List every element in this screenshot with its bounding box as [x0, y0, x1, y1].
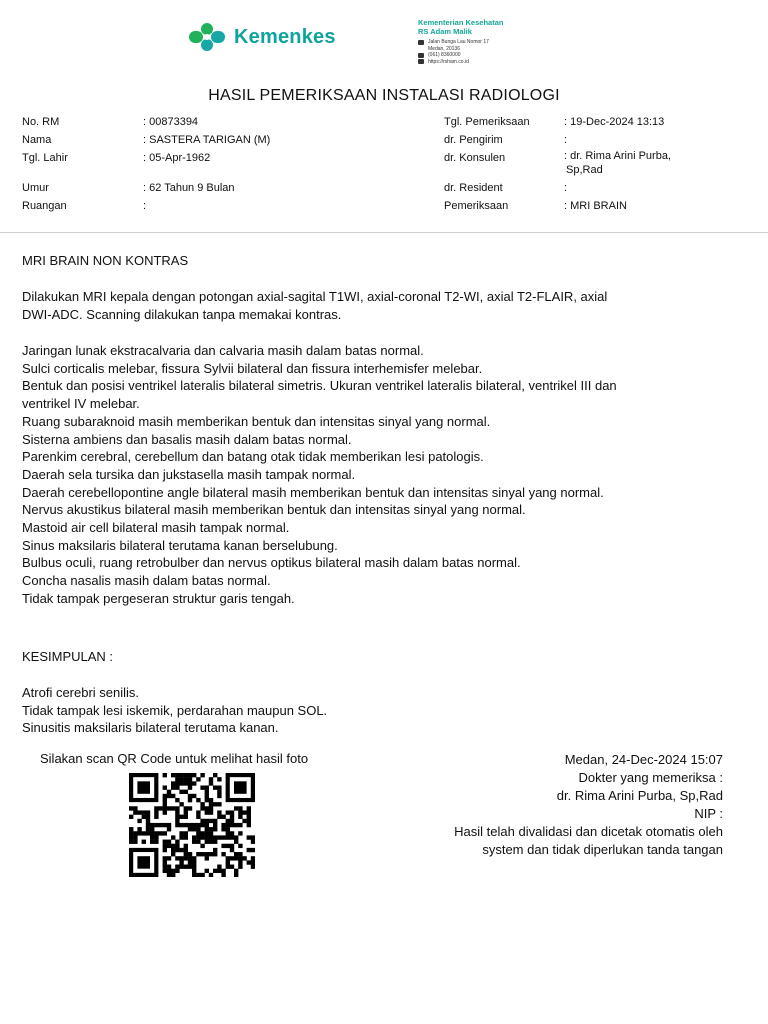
conclusion-line: Tidak tampak lesi iskemik, perdarahan maupun SOL.: [22, 702, 328, 718]
qr-code-icon: [129, 773, 255, 877]
tgl-lahir-value: : 05-Apr-1962: [143, 152, 211, 164]
pemeriksaan-label: Pemeriksaan: [444, 200, 509, 212]
pengirim-value: :: [564, 134, 568, 146]
konsulen-value-line2: Sp,Rad: [566, 164, 603, 176]
finding-line: Nervus akustikus bilateral masih memberikan bentuk dan intensitas sinyal yang normal.: [22, 502, 526, 518]
phone-number: (061) 8360000: [428, 52, 461, 58]
finding-line: Sisterna ambiens dan basalis masih dalam batas normal.: [22, 431, 352, 447]
conclusion-line: Sinusitis maksilaris bilateral terutama kanan.: [22, 720, 279, 736]
address-line2: Medan, 20136: [428, 45, 460, 52]
no-rm-value: : 00873394: [143, 116, 199, 128]
section-divider: [0, 232, 768, 233]
tgl-pemeriksaan-value: : 19-Dec-2024 13:13: [564, 116, 665, 128]
brand-name: Kemenkes: [234, 25, 336, 48]
technique-paragraph: [22, 288, 742, 323]
technique-line: Dilakukan MRI kepala dengan potongan axial-sagital T1WI, axial-coronal T2-WI, axial T2-FLAIR, axial: [22, 289, 608, 304]
finding-line: Ruang subaraknoid masih memberikan bentuk dan intensitas sinyal yang normal.: [22, 413, 491, 429]
technique-line: DWI-ADC. Scanning dilakukan tanpa memakai kontras.: [22, 306, 342, 322]
phone-icon: [418, 53, 424, 58]
website-url: https://rsham.co.id: [428, 58, 469, 65]
finding-line: Daerah sela tursika dan jukstasella masih tampak normal.: [22, 466, 356, 482]
conclusion-heading: KESIMPULAN :: [22, 649, 114, 664]
ruangan-label: Ruangan: [22, 200, 67, 212]
konsulen-value-line1: : dr. Rima Arini Purba,: [564, 150, 671, 162]
umur-value: : 62 Tahun 9 Bulan: [143, 182, 235, 194]
resident-label: dr. Resident: [444, 182, 503, 194]
ministry-name: Kementerian Kesehatan: [418, 18, 504, 27]
kemenkes-emblem-icon: [188, 22, 226, 52]
finding-line: Jaringan lunak ekstracalvaria dan calvaria masih dalam batas normal.: [22, 343, 424, 358]
examiner-label: Dokter yang memeriksa :: [578, 770, 723, 785]
globe-icon: [418, 59, 424, 64]
konsulen-label: dr. Konsulen: [444, 152, 506, 164]
tgl-lahir-label: Tgl. Lahir: [22, 152, 68, 164]
nama-value: : SASTERA TARIGAN (M): [143, 134, 271, 146]
no-rm-label: No. RM: [22, 116, 60, 128]
nama-label: Nama: [22, 134, 52, 146]
finding-line: ventrikel IV melebar.: [22, 396, 140, 412]
hospital-name: RS Adam Malik: [418, 27, 472, 36]
hospital-info: [418, 18, 568, 65]
conclusion-line: Atrofi cerebri senilis.: [22, 685, 140, 700]
location-icon: [418, 40, 424, 45]
examiner-name: dr. Rima Arini Purba, Sp,Rad: [556, 788, 723, 803]
nip-label: NIP :: [694, 806, 723, 821]
qr-caption: Silakan scan QR Code untuk melihat hasil foto: [40, 751, 309, 766]
place-date: Medan, 24-Dec-2024 15:07: [564, 752, 723, 767]
address-line1: Jalan Bunga Lau Nomor 17: [428, 39, 489, 45]
findings-list: [22, 342, 742, 608]
ruangan-value: :: [143, 200, 147, 212]
finding-line: Bentuk dan posisi ventrikel lateralis bilateral simetris. Ukuran ventrikel lateralis bilateral, ventrikel III dan: [22, 378, 617, 394]
pemeriksaan-value: : MRI BRAIN: [564, 200, 627, 212]
pengirim-label: dr. Pengirim: [444, 134, 503, 146]
validation-line: system dan tidak diperlukan tanda tangan: [482, 842, 723, 857]
signature-block: [363, 751, 723, 859]
tgl-pemeriksaan-label: Tgl. Pemeriksaan: [444, 116, 530, 128]
page-title: HASIL PEMERIKSAAN INSTALASI RADIOLOGI: [208, 87, 560, 104]
resident-value: :: [564, 182, 568, 194]
finding-line: Sinus maksilaris bilateral terutama kanan berselubung.: [22, 537, 338, 553]
finding-line: Parenkim cerebral, cerebellum dan batang otak tidak memberikan lesi patologis.: [22, 449, 484, 465]
finding-line: Tidak tampak pergeseran struktur garis tengah.: [22, 590, 295, 606]
finding-line: Bulbus oculi, ruang retrobulber dan nervus optikus bilateral masih dalam batas normal.: [22, 555, 521, 571]
report-heading: MRI BRAIN NON KONTRAS: [22, 253, 189, 268]
umur-label: Umur: [22, 182, 49, 194]
website-line: [418, 59, 568, 66]
finding-line: Daerah cerebellopontine angle bilateral masih memberikan bentuk dan intensitas sinyal yang normal.: [22, 484, 604, 500]
finding-line: Mastoid air cell bilateral masih tampak normal.: [22, 520, 290, 536]
qr-code[interactable]: [129, 773, 255, 882]
conclusion-list: [22, 684, 742, 737]
finding-line: Concha nasalis masih dalam batas normal.: [22, 573, 271, 589]
validation-line: Hasil telah divalidasi dan dicetak otomatis oleh: [454, 824, 723, 839]
kemenkes-logo: [188, 22, 336, 52]
finding-line: Sulci corticalis melebar, fissura Sylvii bilateral dan fissura interhemisfer melebar.: [22, 360, 483, 376]
